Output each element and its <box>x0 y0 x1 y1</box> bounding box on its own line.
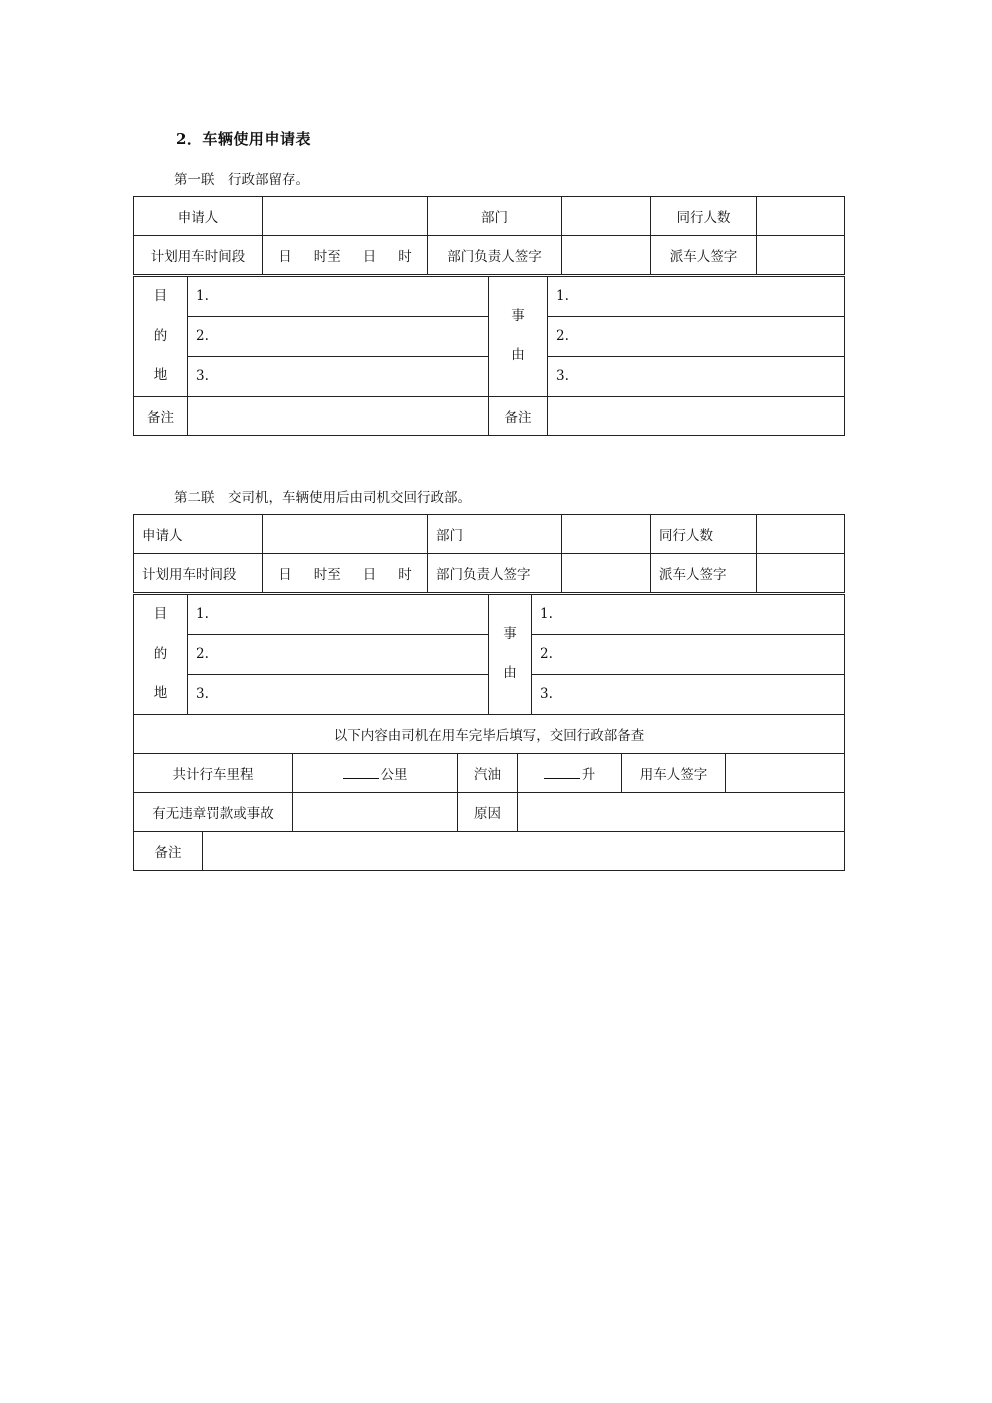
period-field[interactable]: 日 时至 日 时 <box>263 236 428 275</box>
destination-item-1[interactable]: 1. <box>188 277 489 317</box>
reason-item-1[interactable]: 1. <box>532 595 845 635</box>
table-row <box>134 515 845 554</box>
companions-label: 同行人数 <box>651 515 757 554</box>
table-row <box>134 832 845 871</box>
companions-label: 同行人数 <box>651 197 757 236</box>
violations-field[interactable] <box>293 793 458 832</box>
user-sign-label: 用车人签字 <box>622 754 726 793</box>
department-field[interactable] <box>562 197 651 236</box>
driver-note: 以下内容由司机在用车完毕后填写，交回行政部备查 <box>134 715 845 754</box>
fuel-label: 汽油 <box>458 754 518 793</box>
dispatcher-sign-field[interactable] <box>757 236 845 275</box>
part2-header-table <box>133 514 845 593</box>
department-label: 部门 <box>428 515 562 554</box>
table-row <box>134 197 845 236</box>
table-row <box>134 236 845 275</box>
companions-field[interactable] <box>757 515 845 554</box>
reason-label: 事 由 <box>489 277 548 397</box>
destination-item-3[interactable]: 3. <box>188 356 489 396</box>
fuel-field[interactable]: 升 <box>518 754 622 793</box>
reason-item-3[interactable]: 3. <box>548 356 845 396</box>
part1-caption: 第一联 行政部留存。 <box>174 172 309 188</box>
table-row <box>134 793 845 832</box>
dept-sign-field[interactable] <box>562 554 651 593</box>
reason-item-1[interactable]: 1. <box>548 277 845 317</box>
dispatcher-sign-field[interactable] <box>757 554 845 593</box>
table-row <box>134 554 845 593</box>
applicant-label: 申请人 <box>134 197 263 236</box>
table-row <box>134 595 845 635</box>
part1-destination-table <box>133 276 845 436</box>
user-sign-field[interactable] <box>726 754 845 793</box>
dispatcher-sign-label: 派车人签字 <box>651 236 757 275</box>
part2-driver-table <box>133 714 845 871</box>
remark-field[interactable] <box>203 832 845 871</box>
reason-item-3[interactable]: 3. <box>532 674 845 714</box>
period-label: 计划用车时间段 <box>134 554 263 593</box>
remark-field[interactable] <box>188 396 489 435</box>
mileage-label: 共计行车里程 <box>134 754 293 793</box>
table-row <box>134 754 845 793</box>
reason-item-2[interactable]: 2. <box>548 316 845 356</box>
applicant-label: 申请人 <box>134 515 263 554</box>
remark-field-2[interactable] <box>548 396 845 435</box>
applicant-field[interactable] <box>263 515 428 554</box>
destination-label: 目 的 地 <box>134 595 188 715</box>
destination-item-2[interactable]: 2. <box>188 634 489 674</box>
dept-sign-label: 部门负责人签字 <box>428 554 562 593</box>
cause-field[interactable] <box>518 793 845 832</box>
part2-destination-table <box>133 594 845 715</box>
destination-item-3[interactable]: 3. <box>188 674 489 714</box>
reason-label: 事 由 <box>489 595 532 715</box>
destination-item-2[interactable]: 2. <box>188 316 489 356</box>
form-title: 2．车辆使用申请表 <box>176 130 311 148</box>
cause-label: 原因 <box>458 793 518 832</box>
destination-item-1[interactable]: 1. <box>188 595 489 635</box>
table-row <box>134 396 845 435</box>
remark-label-2: 备注 <box>489 396 548 435</box>
companions-field[interactable] <box>757 197 845 236</box>
applicant-field[interactable] <box>263 197 428 236</box>
dispatcher-sign-label: 派车人签字 <box>651 554 757 593</box>
part1-header-table <box>133 196 845 275</box>
mileage-field[interactable]: 公里 <box>293 754 458 793</box>
destination-label: 目 的 地 <box>134 277 188 397</box>
department-field[interactable] <box>562 515 651 554</box>
dept-sign-label: 部门负责人签字 <box>428 236 562 275</box>
reason-item-2[interactable]: 2. <box>532 634 845 674</box>
period-label: 计划用车时间段 <box>134 236 263 275</box>
remark-label: 备注 <box>134 396 188 435</box>
department-label: 部门 <box>428 197 562 236</box>
table-row <box>134 715 845 754</box>
violations-label: 有无违章罚款或事故 <box>134 793 293 832</box>
period-field[interactable]: 日 时至 日 时 <box>263 554 428 593</box>
dept-sign-field[interactable] <box>562 236 651 275</box>
table-row <box>134 277 845 317</box>
remark-label: 备注 <box>134 832 203 871</box>
part2-caption: 第二联 交司机，车辆使用后由司机交回行政部。 <box>174 490 471 506</box>
